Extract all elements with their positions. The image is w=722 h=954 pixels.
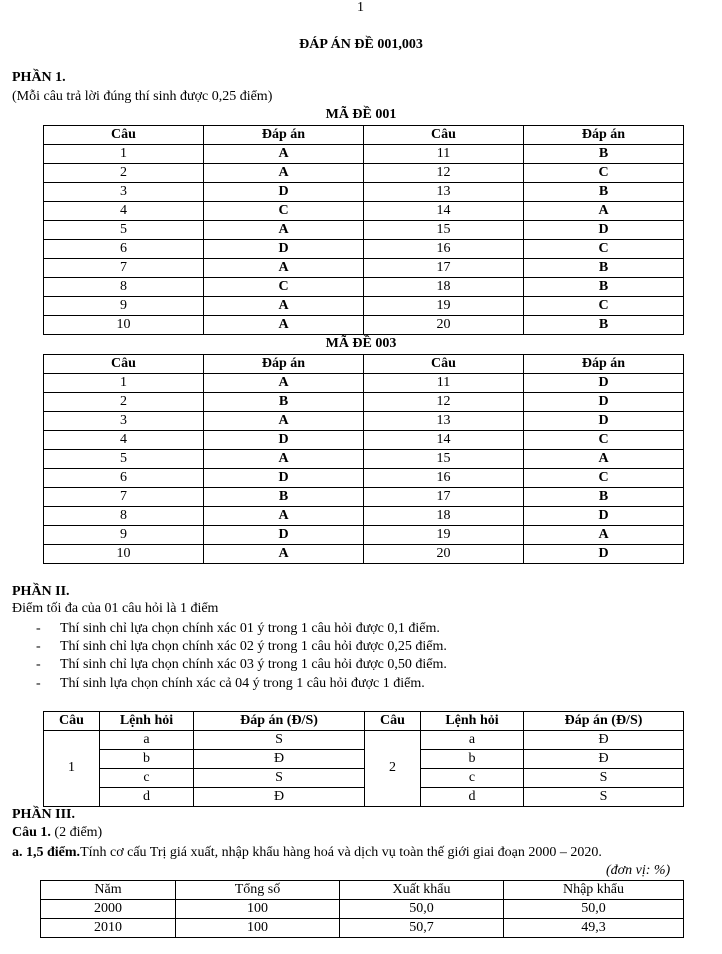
answer-value: S: [194, 769, 365, 788]
answer-value: C: [524, 240, 684, 259]
answer-value: D: [204, 526, 364, 545]
answer-value: Đ: [194, 750, 365, 769]
header-nam: Năm: [41, 881, 176, 900]
table-row: [44, 545, 684, 564]
header-cau: Câu: [364, 355, 524, 374]
question-number: 1: [44, 374, 204, 393]
question-number: 4: [44, 431, 204, 450]
answer-value: D: [524, 412, 684, 431]
table-caption-001: MÃ ĐỀ 001: [325, 107, 397, 122]
header-dap-an-ds: Đáp án (Đ/S): [524, 712, 684, 731]
table-row: [44, 240, 684, 259]
part2-intro: Điểm tối đa của 01 câu hỏi là 1 điểm: [12, 601, 219, 616]
part2-heading: PHẦN II.: [12, 584, 70, 599]
answer-value: B: [524, 278, 684, 297]
question-number: 20: [364, 545, 524, 564]
table-cell: 2000: [41, 900, 176, 919]
table-row: [44, 259, 684, 278]
question-label: Câu 1.: [12, 825, 51, 840]
header-dap-an-ds: Đáp án (Đ/S): [194, 712, 365, 731]
question-number: 20: [364, 316, 524, 335]
answer-value: A: [524, 202, 684, 221]
table-row: [44, 316, 684, 335]
question-number: 13: [364, 412, 524, 431]
question-number: 11: [364, 374, 524, 393]
answer-value: A: [204, 545, 364, 564]
question-number: 14: [364, 202, 524, 221]
header-lenh-hoi: Lệnh hỏi: [421, 712, 524, 731]
question-number: 12: [364, 164, 524, 183]
statement-label: d: [421, 788, 524, 807]
answer-value: B: [204, 488, 364, 507]
table-row: [44, 488, 684, 507]
answer-value: A: [204, 297, 364, 316]
question-points: (2 điểm): [50, 825, 103, 840]
table-row: [44, 507, 684, 526]
answer-value: A: [204, 145, 364, 164]
question-number: 7: [44, 488, 204, 507]
table-row: [44, 469, 684, 488]
question-number: 11: [364, 145, 524, 164]
answer-value: A: [204, 374, 364, 393]
answer-value: A: [204, 507, 364, 526]
answer-value: D: [524, 393, 684, 412]
table-row: [44, 183, 684, 202]
answer-value: A: [204, 316, 364, 335]
answer-value: A: [524, 450, 684, 469]
header-cau: Câu: [364, 126, 524, 145]
answer-value: D: [524, 374, 684, 393]
table-caption-003: MÃ ĐỀ 003: [325, 336, 397, 351]
question-number: 9: [44, 297, 204, 316]
answer-value: B: [524, 488, 684, 507]
page-number: 1: [357, 0, 364, 15]
question-number: 5: [44, 221, 204, 240]
answer-value: D: [204, 240, 364, 259]
answer-table-001: [43, 125, 684, 335]
answer-value: C: [204, 278, 364, 297]
trade-structure-table: [40, 880, 684, 938]
question-number: 19: [364, 526, 524, 545]
question-number: 18: [364, 278, 524, 297]
question-number: 19: [364, 297, 524, 316]
question-number: 18: [364, 507, 524, 526]
statement-label: b: [100, 750, 194, 769]
header-cau: Câu: [44, 355, 204, 374]
table-row: [44, 164, 684, 183]
answer-table-003: [43, 354, 684, 564]
answer-value: A: [204, 259, 364, 278]
table-cell: 100: [176, 919, 340, 938]
table-row: [44, 202, 684, 221]
question-number: 4: [44, 202, 204, 221]
item-a-label: a. 1,5 điểm.: [12, 845, 81, 860]
table-cell: 50,7: [340, 919, 504, 938]
question-number: 2: [44, 393, 204, 412]
table-row: [44, 278, 684, 297]
question-number: 1: [44, 145, 204, 164]
statement-label: a: [421, 731, 524, 750]
question-number: 12: [364, 393, 524, 412]
answer-value: B: [524, 259, 684, 278]
answer-value: B: [524, 145, 684, 164]
part3-question-1: [12, 825, 102, 842]
question-number: 16: [364, 469, 524, 488]
item-a-text: Tính cơ cấu Trị giá xuất, nhập khẩu hàng hoá và dịch vụ toàn thế giới giai đoạn 2000 – 2020.: [80, 845, 602, 860]
question-number: 15: [364, 450, 524, 469]
answer-value: D: [524, 507, 684, 526]
table-cell: 50,0: [504, 900, 684, 919]
header-xuat-khau: Xuất khẩu: [340, 881, 504, 900]
statement-label: d: [100, 788, 194, 807]
answer-value: S: [524, 769, 684, 788]
question-number: 10: [44, 545, 204, 564]
header-cau: Câu: [44, 126, 204, 145]
table-row: [44, 412, 684, 431]
part3-item-a: [12, 845, 602, 862]
table-row: [44, 221, 684, 240]
question-number: 10: [44, 316, 204, 335]
answer-value: B: [204, 393, 364, 412]
question-number: 8: [44, 507, 204, 526]
answer-value: C: [524, 469, 684, 488]
answer-value: B: [524, 183, 684, 202]
answer-value: A: [204, 450, 364, 469]
question-number: 2: [44, 164, 204, 183]
question-number: 13: [364, 183, 524, 202]
table-cell: 49,3: [504, 919, 684, 938]
header-dap-an: Đáp án: [204, 355, 364, 374]
page-title: ĐÁP ÁN ĐỀ 001,003: [299, 37, 423, 52]
answer-value: D: [524, 221, 684, 240]
table-cell: 2010: [41, 919, 176, 938]
answer-value: C: [524, 164, 684, 183]
answer-value: S: [194, 731, 365, 750]
answer-value: Đ: [194, 788, 365, 807]
answer-value: S: [524, 788, 684, 807]
table-row: [44, 450, 684, 469]
header-tong-so: Tổng số: [176, 881, 340, 900]
answer-value: A: [204, 164, 364, 183]
header-cau: Câu: [365, 712, 421, 731]
header-lenh-hoi: Lệnh hỏi: [100, 712, 194, 731]
answer-value: C: [524, 431, 684, 450]
statement-label: b: [421, 750, 524, 769]
question-number: 7: [44, 259, 204, 278]
part1-heading: PHẦN 1.: [12, 70, 66, 85]
table-cell: 50,0: [340, 900, 504, 919]
part2-answer-table: [43, 711, 684, 807]
question-number: 5: [44, 450, 204, 469]
header-cau: Câu: [44, 712, 100, 731]
answer-value: Đ: [524, 731, 684, 750]
question-number: 3: [44, 183, 204, 202]
table-row: [44, 526, 684, 545]
answer-value: B: [524, 316, 684, 335]
question-number: 16: [364, 240, 524, 259]
unit-note: (đơn vị: %): [606, 863, 671, 878]
question-number: 9: [44, 526, 204, 545]
question-number: 17: [364, 488, 524, 507]
statement-label: a: [100, 731, 194, 750]
header-nhap-khau: Nhập khẩu: [504, 881, 684, 900]
header-dap-an: Đáp án: [204, 126, 364, 145]
table-row: [44, 431, 684, 450]
header-dap-an: Đáp án: [524, 355, 684, 374]
answer-value: A: [524, 526, 684, 545]
question-number: 6: [44, 240, 204, 259]
table-row: [44, 393, 684, 412]
question-number: 14: [364, 431, 524, 450]
statement-label: c: [421, 769, 524, 788]
part3-heading: PHẦN III.: [12, 807, 76, 822]
table-cell: 100: [176, 900, 340, 919]
table-row: [44, 297, 684, 316]
question-number: 15: [364, 221, 524, 240]
answer-value: D: [204, 183, 364, 202]
question-number: 8: [44, 278, 204, 297]
answer-value: C: [524, 297, 684, 316]
answer-value: D: [204, 469, 364, 488]
answer-value: Đ: [524, 750, 684, 769]
answer-value: A: [204, 412, 364, 431]
answer-value: D: [524, 545, 684, 564]
question-number: 17: [364, 259, 524, 278]
question-number: 2: [365, 731, 421, 807]
header-dap-an: Đáp án: [524, 126, 684, 145]
question-number: 1: [44, 731, 100, 807]
answer-value: D: [204, 431, 364, 450]
table-row: [44, 374, 684, 393]
part1-note: (Mỗi câu trả lời đúng thí sinh được 0,25 điểm): [12, 89, 273, 104]
answer-value: C: [204, 202, 364, 221]
question-number: 6: [44, 469, 204, 488]
statement-label: c: [100, 769, 194, 788]
question-number: 3: [44, 412, 204, 431]
table-row: [44, 145, 684, 164]
answer-value: A: [204, 221, 364, 240]
